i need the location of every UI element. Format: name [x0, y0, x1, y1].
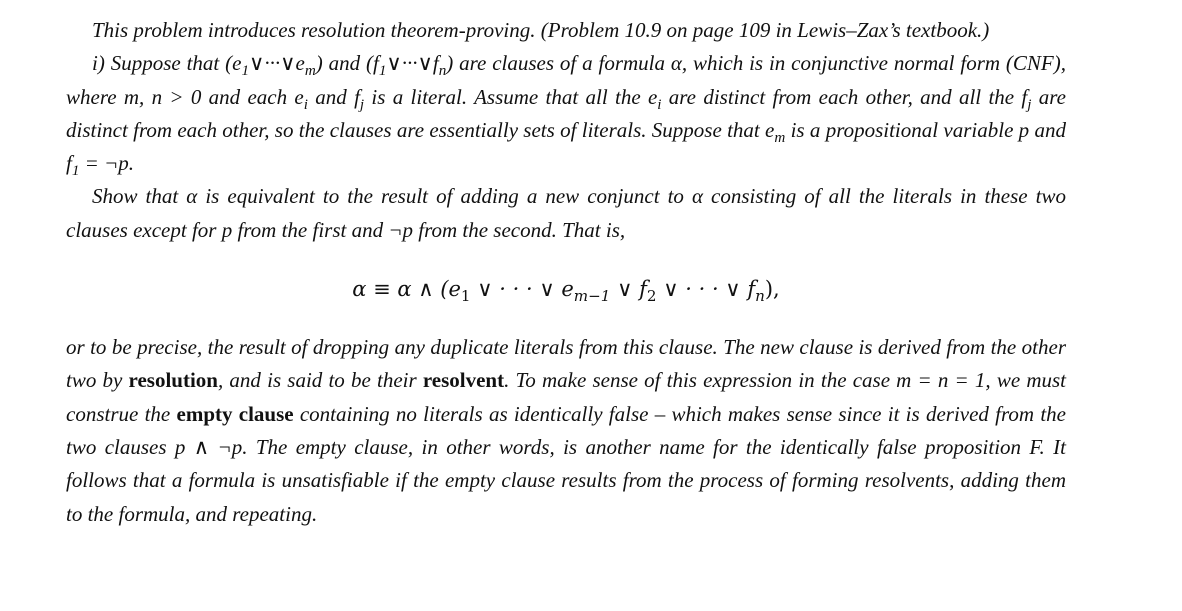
subscript-m: m — [774, 130, 786, 147]
show-text: Show that α is equivalent to the result of adding a new conjunct to α consisting of all the literals in these two clauses except for p from the first and ¬p from the second. That is, — [66, 184, 1066, 242]
subscript-m: m — [304, 63, 316, 80]
equation-mid-2: ∨ f — [610, 277, 647, 302]
closing-paragraph — [66, 331, 1066, 531]
part-i-text-g: is a literal. Assume that all the e — [364, 84, 658, 109]
term-resolvent: resolvent — [422, 368, 505, 393]
subscript-1: 1 — [241, 63, 249, 80]
part-i-text-h: are distinct from each other, and all the f — [661, 84, 1028, 109]
equation-subscript-n: n — [755, 287, 765, 306]
subscript-j: j — [1027, 96, 1032, 113]
subscript-i: i — [303, 96, 308, 113]
part-i-text-c: ) and (f — [315, 51, 379, 76]
part-i-text-d: ∨···∨f — [386, 51, 439, 76]
closing-text-1: or to be precise, the result of dropping any duplicate literals from this clause. The new clause is derived from the other two by — [66, 335, 1066, 393]
part-i-text-i: are distinct from each other, so the clauses are essentially sets of literals. Suppose that e — [66, 84, 1066, 142]
equation-mid-3: ∨ · · · ∨ f — [656, 277, 756, 302]
subscript-j: j — [359, 96, 365, 113]
term-empty-clause: empty clause — [176, 401, 294, 426]
subscript-1: 1 — [71, 163, 80, 180]
part-i-text-b: ∨···∨e — [249, 51, 305, 76]
part-i-text-e: ) are clauses of a formula α, which is in conjunctive normal form (CNF), where m, n > 0 and each e — [66, 51, 1066, 109]
part-i-text-f: and f — [307, 84, 360, 109]
intro-paragraph — [66, 14, 1066, 47]
equation-end: ), — [764, 277, 780, 302]
part-i-text-a: i) Suppose that (e — [92, 51, 242, 76]
part-i-text-k: = ¬p. — [79, 151, 134, 176]
subscript-i: i — [657, 96, 662, 113]
resolution-equation — [66, 273, 1066, 306]
intro-text: This problem introduces resolution theorem-proving. (Problem 10.9 on page 109 in Lewis–Zax’s textbook.) — [92, 18, 990, 42]
closing-text-4: containing no literals as identically false – which makes sense since it is derived from the two clauses p ∧ ¬p. The empty clause, in other words, is another name for the identically false proposition F. It follows that a formula is unsatisfiable if the empty clause results from the process of forming resolvents, adding them to the formula, and repeating. — [66, 401, 1066, 526]
equation-lhs: α ≡ α ∧ (e — [352, 277, 461, 302]
closing-text-2: , and is said to be their — [218, 368, 417, 393]
equation-mid-1: ∨ · · · ∨ e — [470, 277, 574, 302]
equation-subscript-m-minus-1: m−1 — [573, 287, 611, 306]
show-paragraph — [66, 180, 1066, 247]
equation-subscript-1: 1 — [460, 287, 471, 306]
equation-subscript-2: 2 — [646, 287, 657, 306]
document-page — [66, 14, 1066, 531]
closing-text-3: . To make sense of this expression in the case m = n = 1, we must construe the — [66, 368, 1067, 426]
subscript-n: n — [438, 63, 447, 80]
part-i-paragraph — [66, 47, 1066, 180]
part-i-text-j: is a propositional variable p and f — [66, 117, 1066, 176]
term-resolution: resolution — [128, 368, 218, 393]
subscript-1: 1 — [378, 63, 387, 80]
